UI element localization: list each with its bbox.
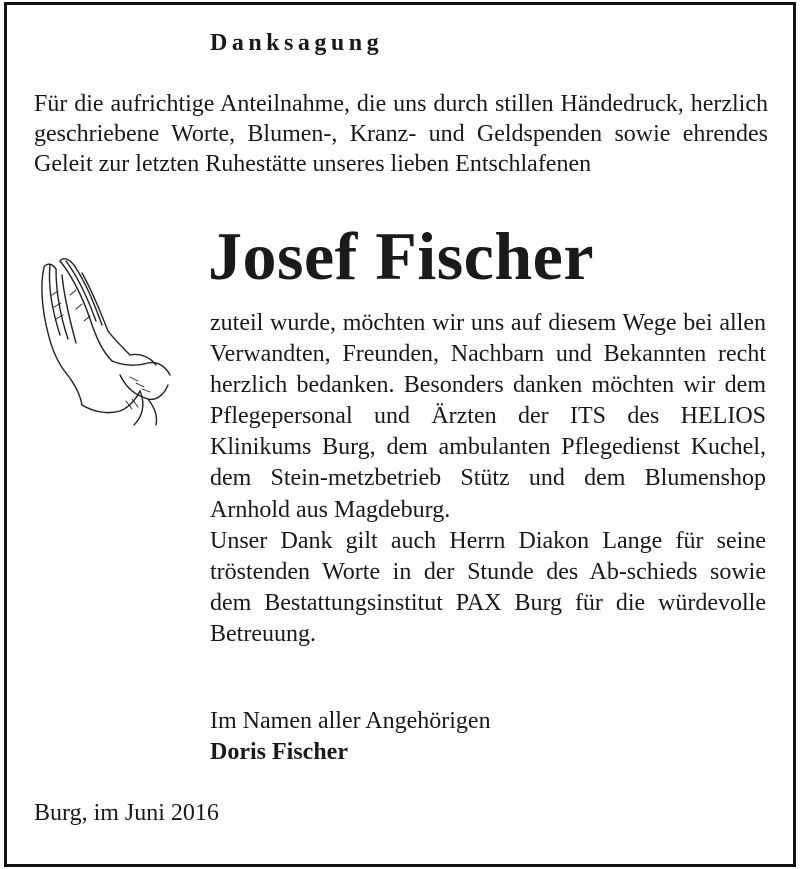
signatory-name: Doris Fischer bbox=[210, 739, 348, 765]
notice-heading: Danksagung bbox=[210, 30, 384, 56]
thanks-body bbox=[210, 308, 766, 650]
signature-line: Im Namen aller Angehörigen bbox=[210, 708, 491, 734]
thanks-paragraph-2: Unser Dank gilt auch Herrn Diakon Lange für seine tröstenden Worte in der Stunde des Ab-schieds sowie dem Bestattungsinstitut PAX Burg für die würdevolle Betreuung. bbox=[210, 527, 766, 647]
praying-hands-icon bbox=[30, 255, 180, 430]
deceased-name: Josef Fischer bbox=[208, 218, 595, 294]
thanks-paragraph: zuteil wurde, möchten wir uns auf diesem Wege bei allen Verwandten, Freunden, Nachbarn und Bekannten recht herzlich bedanken. Besonders danken möchten wir dem Pflegepersonal und Ärzten der ITS des HELIOS Klinikums Burg, dem ambulanten Pflegedienst Kuchel, dem Stein-metzbetrieb Stütz und dem Blumenshop Arnhold aus Magdeburg. bbox=[210, 310, 766, 523]
intro-paragraph: Für die aufrichtige Anteilnahme, die uns durch stillen Händedruck, herzlich geschriebene Worte, Blumen-, Kranz- und Geldspenden sowie ehrendes Geleit zur letzten Ruhestätte unseres lieben Entschlafenen bbox=[34, 91, 768, 178]
signature-block bbox=[210, 706, 491, 768]
place-date: Burg, im Juni 2016 bbox=[34, 800, 219, 826]
